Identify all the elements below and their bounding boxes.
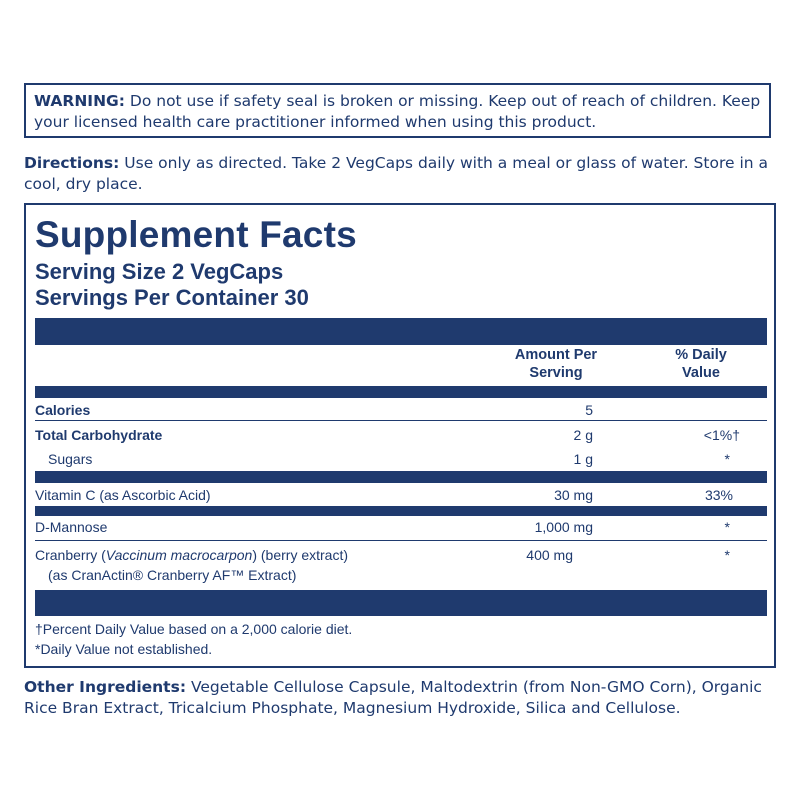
other-ingredients-label: Other Ingredients: (24, 678, 187, 696)
footnote-not-established: *Daily Value not established. (35, 641, 213, 657)
col-dv-line1: % Daily (675, 347, 727, 363)
col-amount-header (501, 346, 611, 382)
col-dv-header (646, 346, 756, 382)
bottom-bar (35, 590, 767, 616)
col-amount-line2: Serving (529, 365, 583, 381)
other-ingredients (24, 677, 784, 719)
directions-label: Directions: (24, 154, 120, 172)
row-carb-dv: <1%† (703, 427, 740, 443)
header-bar (35, 318, 767, 345)
divider (35, 420, 767, 421)
warning-box (24, 83, 771, 138)
row-vitamin-c-amount: 30 mg (554, 487, 593, 503)
row-d-mannose-amount: 1,000 mg (534, 519, 593, 535)
row-carb-amount: 2 g (573, 427, 593, 443)
directions-text: Use only as directed. Take 2 VegCaps daily with a meal or glass of water. Store in a cool, dry place. (24, 154, 769, 193)
row-calories-name: Calories (35, 402, 91, 418)
row-cranberry-dv: * (724, 547, 730, 563)
warning-label: WARNING: (34, 92, 125, 110)
other-ingredients-text: Vegetable Cellulose Capsule, Maltodextrin (from Non-GMO Corn), Organic Rice Bran Extract, Tricalcium Phosphate, Magnesium Hydroxide, Silica and Cellulose. (24, 678, 762, 717)
directions (24, 153, 784, 195)
row-vitamin-c-dv: 33% (704, 487, 733, 503)
row-cranberry-name (35, 546, 348, 564)
row-d-mannose-dv: * (724, 519, 730, 535)
serving-size: Serving Size 2 VegCaps (35, 259, 284, 284)
section-bar (35, 386, 767, 398)
cranberry-name-suffix: ) (berry extract) (252, 547, 349, 563)
col-amount-line1: Amount Per (514, 347, 598, 363)
footnote-dv: †Percent Daily Value based on a 2,000 calorie diet. (35, 621, 353, 637)
row-calories-amount: 5 (585, 402, 593, 418)
cranberry-name-prefix: Cranberry ( (35, 547, 106, 563)
row-d-mannose-name: D-Mannose (35, 519, 108, 535)
warning-text: Do not use if safety seal is broken or missing. Keep out of reach of children. Keep your licensed health care practitioner informed when using this product. (34, 92, 761, 131)
cranberry-latin-name: Vaccinum macrocarpon (105, 547, 253, 563)
facts-title: Supplement Facts (35, 214, 357, 255)
row-sugars-name: Sugars (48, 451, 93, 467)
row-cranberry-line2: (as CranActin® Cranberry AF™ Extract) (48, 567, 297, 583)
row-cranberry-amount: 400 mg (526, 547, 573, 563)
divider (35, 540, 767, 541)
row-carb-name: Total Carbohydrate (35, 427, 163, 443)
col-dv-line2: Value (682, 365, 720, 381)
supplement-facts-panel (24, 203, 776, 668)
section-bar (35, 506, 767, 516)
servings-per-container: Servings Per Container 30 (35, 285, 309, 310)
row-sugars-dv: * (724, 451, 730, 467)
section-bar (35, 471, 767, 483)
row-sugars-amount: 1 g (573, 451, 593, 467)
row-vitamin-c-name: Vitamin C (as Ascorbic Acid) (35, 487, 211, 503)
